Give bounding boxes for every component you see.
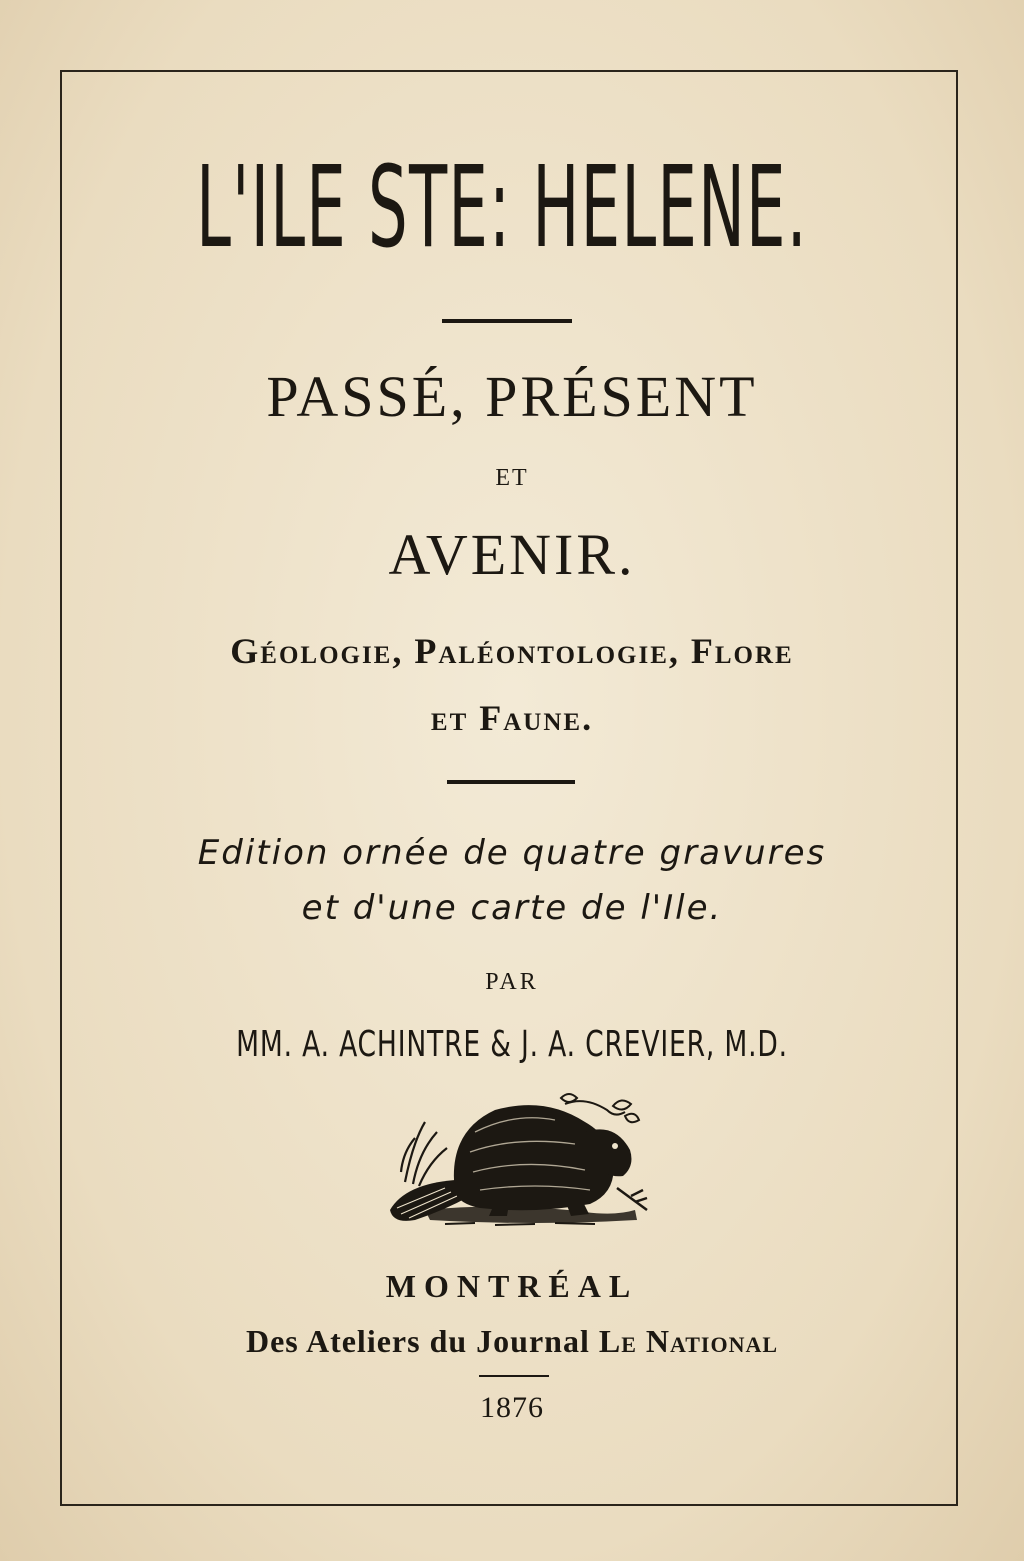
subtitle-line-2: AVENIR.: [388, 522, 636, 587]
topics-line-1: Géologie, Paléontologie, Flore: [230, 631, 794, 671]
topics-line-2: et Faune.: [430, 698, 594, 738]
publisher: [0, 1320, 1024, 1362]
divider-rule: [447, 780, 575, 784]
publisher-prefix: Des Ateliers du Journal: [245, 1323, 590, 1359]
divider-rule: [479, 1375, 549, 1377]
book-title: L'ILE STE: HELENE.: [196, 143, 808, 273]
authors: MM. A. ACHINTRE & J. A. CREVIER, M.D.: [236, 1024, 788, 1065]
edition-note-line-2: et d'une carte de l'Ile.: [301, 888, 723, 928]
beaver-engraving-icon: [385, 1092, 650, 1232]
publication-year: 1876: [480, 1391, 544, 1424]
subtitle-line-1: PASSÉ, PRÉSENT: [266, 364, 758, 429]
edition-note-line-1: Edition ornée de quatre gravures: [197, 833, 827, 873]
divider-rule: [442, 319, 572, 323]
publication-city: MONTRÉAL: [385, 1268, 639, 1304]
by-label: PAR: [485, 969, 539, 995]
publisher-name: Le National: [598, 1323, 779, 1359]
subtitle-conjunction: ET: [495, 465, 529, 491]
